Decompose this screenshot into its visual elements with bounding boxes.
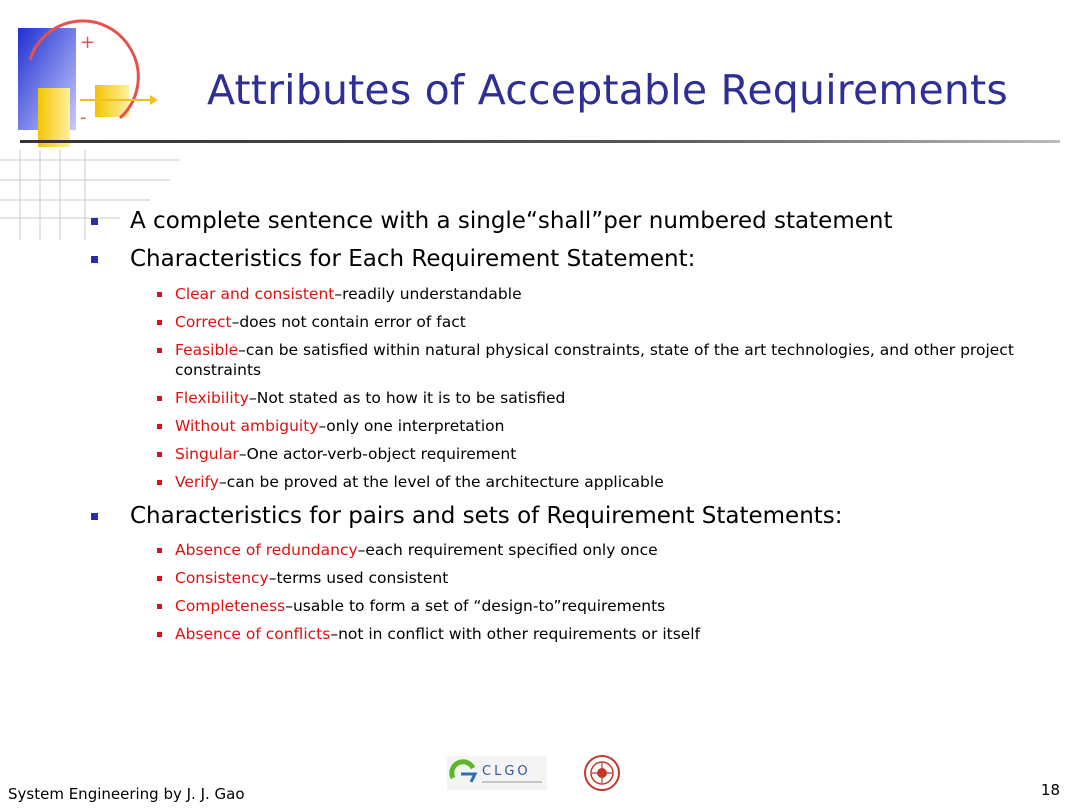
term-label: Flexibility [175, 389, 249, 407]
sub-bullet-marker [157, 576, 162, 581]
term-label: Singular [175, 445, 239, 463]
slide-title: Attributes of Acceptable Requirements [207, 66, 1008, 114]
term-description: –terms used consistent [268, 569, 449, 587]
clgo-logo [447, 756, 547, 790]
svg-text:-: - [80, 107, 87, 128]
term-description: –does not contain error of fact [231, 313, 466, 331]
sub-bullet-item [175, 568, 1045, 588]
term-label: Consistency [175, 569, 269, 587]
sub-bullet-item [175, 624, 1045, 644]
sub-bullet-item [175, 596, 1045, 616]
term-label: Absence of conflicts [175, 625, 331, 643]
term-description: –can be satisfied within natural physical constraints, state of the art technologies, and other project constraints [175, 341, 1014, 379]
logo-text: CLGO [482, 764, 531, 779]
sub-bullet-item [175, 340, 1045, 380]
sub-bullet-item [175, 444, 1045, 464]
term-label: Verify [175, 473, 219, 491]
bullet-text: A complete sentence with a single“shall”per numbered statement [130, 208, 893, 234]
sub-bullet-marker [157, 424, 162, 429]
term-label: Completeness [175, 597, 286, 615]
sub-bullet-item [175, 416, 1045, 436]
sub-bullet-marker [157, 320, 162, 325]
svg-text:+: + [80, 32, 96, 53]
term-description: –Not stated as to how it is to be satisfied [248, 389, 566, 407]
sub-bullet-marker [157, 452, 162, 457]
term-description: –readily understandable [334, 285, 522, 303]
sub-bullet-item [175, 472, 1045, 492]
term-label: Clear and consistent [175, 285, 335, 303]
sub-bullet-item [175, 540, 1045, 560]
term-description: –usable to form a set of “design-to”requirements [285, 597, 666, 615]
term-label: Without ambiguity [175, 417, 319, 435]
term-description: –not in conflict with other requirements or itself [330, 625, 701, 643]
term-description: –each requirement specified only once [357, 541, 658, 559]
sub-bullet-marker [157, 604, 162, 609]
bullet-text: Characteristics for Each Requirement Statement: [130, 246, 696, 272]
bullet-marker [91, 218, 98, 225]
term-label: Feasible [175, 341, 239, 359]
bullet-marker [91, 256, 98, 263]
sub-bullet-item [175, 388, 1045, 408]
sub-bullet-item [175, 312, 1045, 332]
page-number: 18 [1040, 781, 1060, 799]
sub-bullet-marker [157, 480, 162, 485]
sub-bullet-marker [157, 632, 162, 637]
sub-bullet-marker [157, 396, 162, 401]
sub-bullet-item [175, 284, 1045, 304]
term-description: –can be proved at the level of the architecture applicable [218, 473, 664, 491]
sub-bullet-marker [157, 348, 162, 353]
bullet-item [130, 207, 892, 235]
term-description: –only one interpretation [318, 417, 505, 435]
bullet-marker [91, 513, 98, 520]
footer-credit: System Engineering by J. J. Gao [8, 785, 245, 803]
term-label: Absence of redundancy [175, 541, 358, 559]
bullet-item [130, 502, 843, 530]
term-description: –One actor-verb-object requirement [238, 445, 517, 463]
term-label: Correct [175, 313, 232, 331]
bullet-item [130, 245, 695, 273]
sub-bullet-marker [157, 292, 162, 297]
bullet-text: Characteristics for pairs and sets of Requirement Statements: [130, 503, 843, 529]
university-seal-icon [583, 754, 621, 792]
sub-bullet-marker [157, 548, 162, 553]
